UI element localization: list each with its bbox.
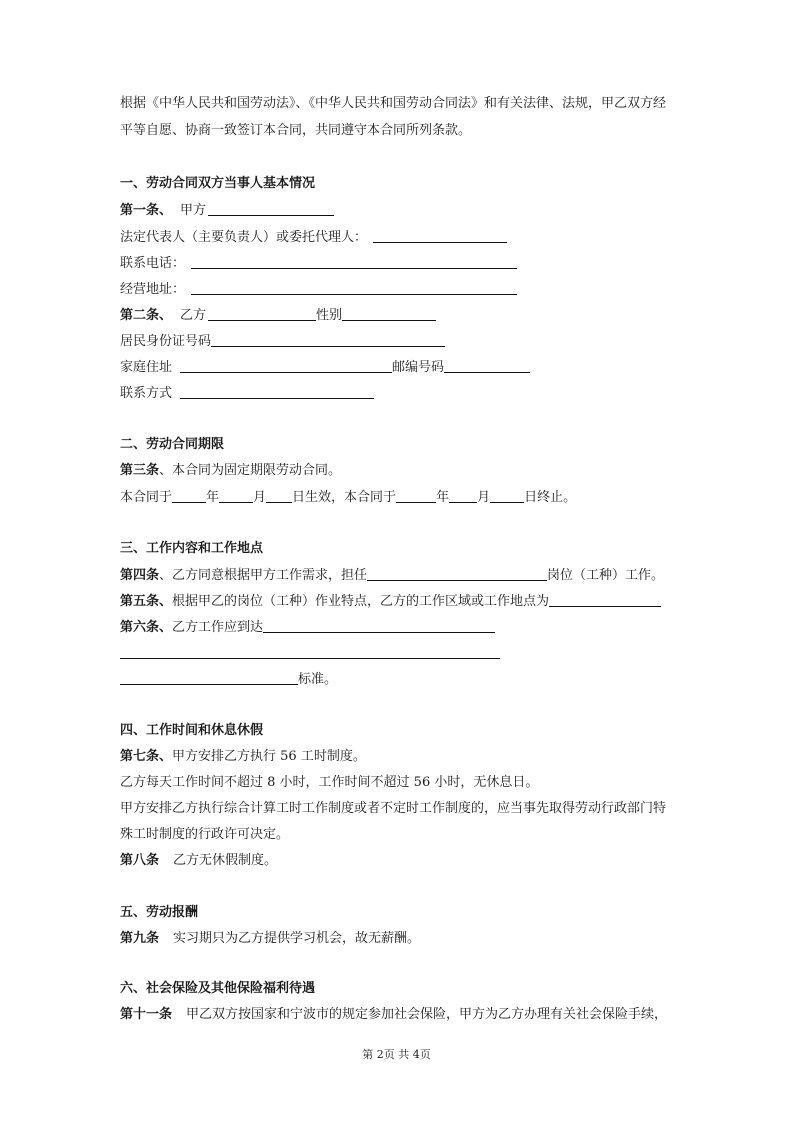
flex-hours-line-2: 殊工时制度的行政许可决定。 bbox=[120, 827, 290, 842]
article-6 bbox=[120, 619, 495, 636]
term-row bbox=[120, 489, 576, 506]
page-footer: 第 2页 共 4页 bbox=[362, 1048, 431, 1061]
month-text: 月 bbox=[477, 490, 491, 505]
article-1 bbox=[120, 202, 334, 219]
intro-line-1: 根据《中华人民共和国劳动法》、《中华人民共和国劳动合同法》和有关法律、法规，甲乙双方经 bbox=[120, 96, 667, 111]
hours-text: 乙方每天工作时间不超过 8 小时，工作时间不超过 56 小时，无休息日。 bbox=[120, 775, 539, 790]
home-blank[interactable] bbox=[180, 359, 392, 373]
contact-row bbox=[120, 385, 374, 402]
address-label: 经营地址： bbox=[120, 282, 186, 297]
article-1-text: 甲方 bbox=[180, 203, 207, 218]
article-1-label: 第一条、 bbox=[120, 203, 173, 218]
article-3-text: 、本合同为固定期限劳动合同。 bbox=[159, 463, 342, 478]
article-7-text: 甲方安排乙方执行 56 工时制度。 bbox=[172, 749, 366, 764]
standard-blank-2[interactable] bbox=[120, 645, 500, 659]
article-2 bbox=[120, 307, 436, 324]
id-label: 居民身份证号码 bbox=[120, 334, 212, 349]
article-6-tail: 标准。 bbox=[298, 672, 338, 687]
article-9-text: 实习期只为乙方提供学习机会，故无薪酬。 bbox=[173, 931, 421, 946]
article-5-text: 根据甲乙的岗位（工种）作业特点，乙方的工作区域或工作地点为 bbox=[172, 594, 550, 609]
contact-blank[interactable] bbox=[180, 385, 374, 399]
intro-line-2: 平等自愿、协商一致签订本合同，共同遵守本合同所列条款。 bbox=[120, 123, 472, 138]
zip-blank[interactable] bbox=[444, 359, 530, 373]
id-blank[interactable] bbox=[211, 333, 445, 347]
section-4-title: 四、工作时间和休息休假 bbox=[120, 723, 264, 738]
standard-blank-1[interactable] bbox=[263, 619, 495, 633]
section-1-title: 一、劳动合同双方当事人基本情况 bbox=[120, 176, 316, 191]
flex-hours-line-1: 甲方安排乙方执行综合计算工时工作制度或者不定时工作制度的，应当事先取得劳动行政部门特 bbox=[120, 801, 667, 816]
phone-label: 联系电话： bbox=[120, 256, 186, 271]
home-label: 家庭住址 bbox=[120, 360, 173, 375]
id-row bbox=[120, 333, 445, 350]
year-text: 年 bbox=[436, 490, 450, 505]
home-row bbox=[120, 359, 530, 376]
article-11-text: 甲乙双方按国家和宁波市的规定参加社会保险，甲方为乙方办理有关社会保险手续， bbox=[186, 1007, 668, 1022]
address-blank[interactable] bbox=[191, 281, 517, 295]
article-7-label: 第七条、 bbox=[120, 749, 173, 764]
end-month-blank[interactable] bbox=[449, 489, 477, 503]
work-location-blank[interactable] bbox=[549, 593, 661, 607]
address-row bbox=[120, 281, 517, 298]
zip-label: 邮编号码 bbox=[392, 360, 445, 375]
gender-blank[interactable] bbox=[342, 307, 436, 321]
start-year-blank[interactable] bbox=[172, 489, 206, 503]
article-5 bbox=[120, 593, 661, 610]
article-6-label: 第六条、 bbox=[120, 620, 173, 635]
party-b-blank[interactable] bbox=[208, 307, 316, 321]
contact-label: 联系方式 bbox=[120, 386, 173, 401]
article-8-label: 第八条 bbox=[120, 853, 160, 868]
term-start-text: 本合同于 bbox=[120, 490, 173, 505]
end-year-blank[interactable] bbox=[396, 489, 436, 503]
month-text: 月 bbox=[253, 490, 267, 505]
year-text: 年 bbox=[206, 490, 220, 505]
article-9-label: 第九条 bbox=[120, 931, 160, 946]
article-8 bbox=[120, 853, 277, 869]
standard-blank-3[interactable] bbox=[120, 671, 298, 685]
end-text: 日终止。 bbox=[524, 490, 577, 505]
article-2-text: 乙方 bbox=[180, 308, 207, 323]
effective-text: 日生效，本合同于 bbox=[292, 490, 397, 505]
article-11 bbox=[120, 1007, 667, 1023]
representative-row bbox=[120, 229, 507, 246]
phone-blank[interactable] bbox=[191, 255, 517, 269]
article-4-label: 第四条 bbox=[120, 568, 160, 583]
representative-blank[interactable] bbox=[373, 229, 507, 243]
start-month-blank[interactable] bbox=[219, 489, 253, 503]
representative-label: 法定代表人（主要负责人）或委托代理人： bbox=[120, 230, 368, 245]
gender-label: 性别 bbox=[316, 308, 343, 323]
article-4-tail: 岗位（工种）工作。 bbox=[547, 568, 665, 583]
position-blank[interactable] bbox=[367, 567, 547, 581]
article-3 bbox=[120, 463, 341, 479]
end-day-blank[interactable] bbox=[490, 489, 524, 503]
section-2-title: 二、劳动合同期限 bbox=[120, 437, 225, 452]
article-4 bbox=[120, 567, 664, 584]
article-11-label: 第十一条 bbox=[120, 1007, 173, 1022]
article-6-line-2 bbox=[120, 645, 500, 662]
article-8-text: 乙方无休假制度。 bbox=[173, 853, 278, 868]
article-3-label: 第三条 bbox=[120, 463, 160, 478]
section-5-title: 五、劳动报酬 bbox=[120, 905, 199, 920]
start-day-blank[interactable] bbox=[266, 489, 292, 503]
section-6-title: 六、社会保险及其他保险福利待遇 bbox=[120, 981, 316, 996]
party-a-blank[interactable] bbox=[208, 202, 334, 216]
article-6-line-3 bbox=[120, 671, 337, 688]
article-9 bbox=[120, 931, 420, 947]
article-2-label: 第二条、 bbox=[120, 308, 173, 323]
phone-row bbox=[120, 255, 517, 272]
article-4-text: 、乙方同意根据甲方工作需求，担任 bbox=[159, 568, 368, 583]
section-3-title: 三、工作内容和工作地点 bbox=[120, 541, 264, 556]
article-6-text: 乙方工作应到达 bbox=[172, 620, 264, 635]
article-7 bbox=[120, 749, 366, 765]
article-5-label: 第五条、 bbox=[120, 594, 173, 609]
